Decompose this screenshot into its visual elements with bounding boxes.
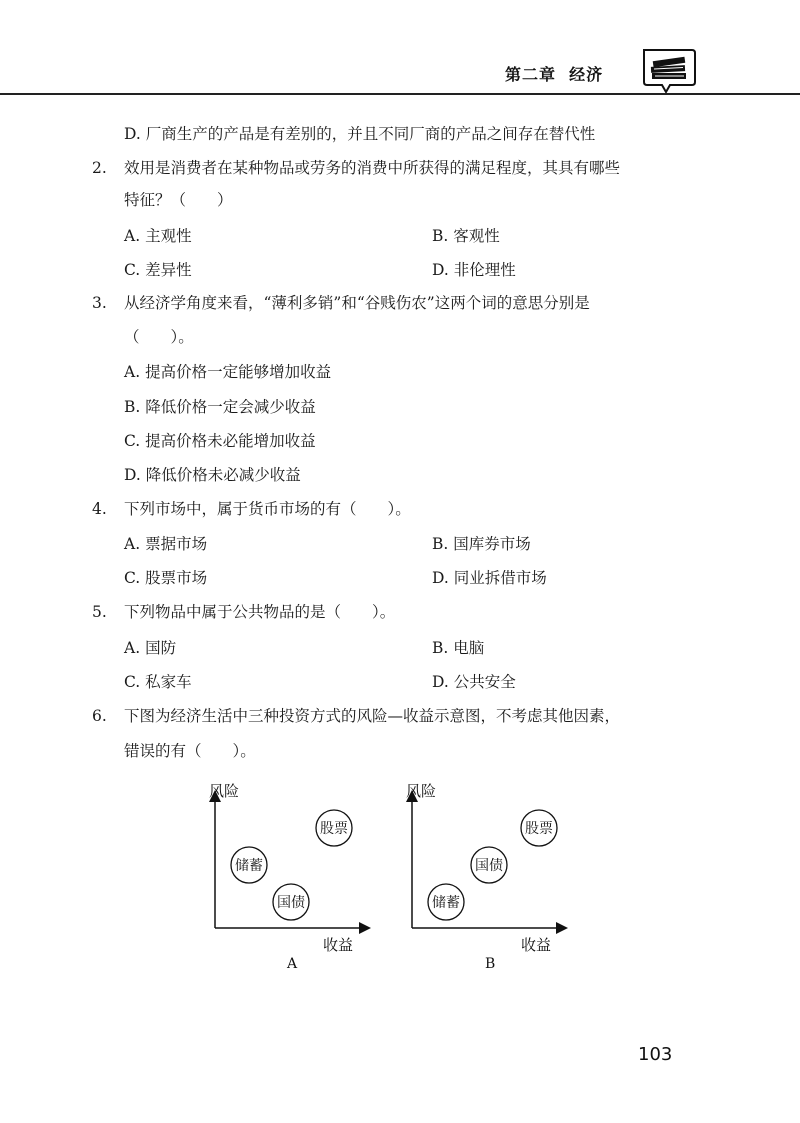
option-q4-d: D. 同业拆借市场 [432,569,547,587]
option-q2-c: C. 差异性 [124,261,192,279]
question-5-line-1: 下列物品中属于公共物品的是（ ）。 [124,603,396,621]
option-q2-a: A. 主观性 [124,227,192,245]
diagram-b-x-label: 收益 [521,936,552,954]
option-q5-d: D. 公共安全 [432,673,516,691]
option-q3-c: C. 提高价格未必能增加收益 [124,432,316,450]
question-number-2: 2. [92,159,107,177]
question-number-5: 5. [92,603,107,621]
option-q3-b: B. 降低价格一定会减少收益 [124,398,316,416]
question-4-line-1: 下列市场中，属于货币市场的有（ ）。 [124,500,411,518]
option-q1-d: D. 厂商生产的产品是有差别的，并且不同厂商的产品之间存在替代性 [124,125,596,143]
diagram-a-x-label: 收益 [323,936,354,954]
diagram-b-label-stocks: 股票 [525,821,553,837]
chapter-number: 第二章 [505,65,557,84]
diagram-a-label-bonds: 国债 [277,895,305,911]
option-q5-c: C. 私家车 [124,673,192,691]
option-q5-b: B. 电脑 [432,639,485,657]
question-3-line-2: （ ）。 [124,328,194,346]
page-number: 103 [638,1044,673,1065]
option-q2-d: D. 非伦理性 [432,261,516,279]
question-2-line-1: 效用是消费者在某种物品或劳务的消费中所获得的满足程度，其具有哪些 [124,159,621,177]
diagram-a-y-label: 风险 [209,782,240,800]
option-q3-d: D. 降低价格未必减少收益 [124,466,301,484]
diagram-a [209,782,365,972]
chapter-title: 经济 [569,65,604,84]
question-2-line-2: 特征？（ ） [124,191,233,209]
option-q3-a: A. 提高价格一定能够增加收益 [124,363,332,381]
question-6-line-1: 下图为经济生活中三种投资方式的风险—收益示意图，不考虑其他因素， [124,707,621,725]
diagram-b-label-savings: 储蓄 [432,895,460,911]
diagram-a-label-savings: 储蓄 [235,858,263,874]
risk-return-figure [195,778,595,978]
book-icon [640,46,698,98]
diagram-b [406,782,562,972]
header-rule [0,93,800,95]
question-number-3: 3. [92,294,107,312]
option-q4-b: B. 国库券市场 [432,535,531,553]
option-q2-b: B. 客观性 [432,227,500,245]
option-q4-a: A. 票据市场 [124,535,208,553]
diagram-b-label-bonds: 国债 [475,858,503,874]
option-q4-c: C. 股票市场 [124,569,208,587]
question-number-4: 4. [92,500,107,518]
chapter-header [505,62,603,85]
question-3-line-1: 从经济学角度来看，“薄利多销”和“谷贱伤农”这两个词的意思分别是 [124,294,590,312]
option-q5-a: A. 国防 [124,639,177,657]
question-6-line-2: 错误的有（ ）。 [124,742,256,760]
diagram-a-caption: A [287,956,298,972]
question-number-6: 6. [92,707,107,725]
diagram-a-label-stocks: 股票 [320,821,348,837]
diagram-b-caption: B [485,956,496,972]
diagram-b-y-label: 风险 [406,782,437,800]
